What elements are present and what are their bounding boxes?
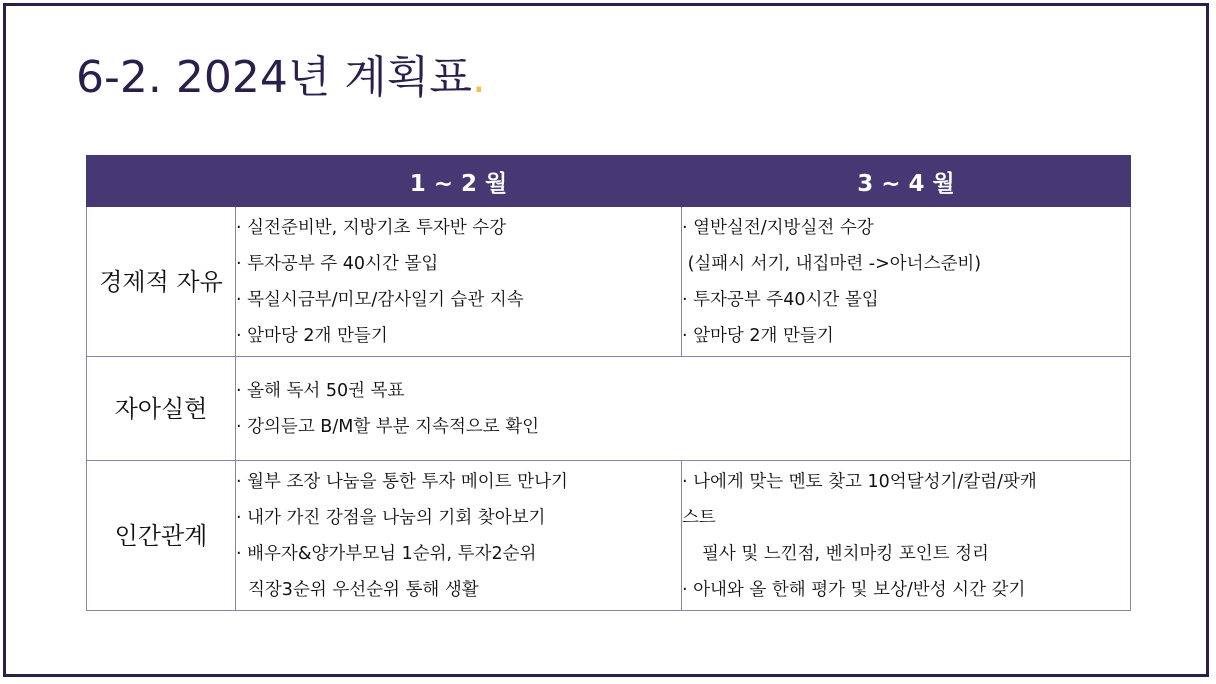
list-item: · 앞마당 2개 만들기 — [682, 325, 834, 346]
cell-self-realization — [236, 357, 1131, 461]
list-item: · 아내와 올 한해 평가 및 보상/반성 시간 갖기 — [682, 579, 1026, 600]
header-mar-apr: 3 ~ 4 월 — [682, 156, 1131, 207]
list-item: (실패시 서기, 내집마련 ->아너스준비) — [682, 253, 982, 274]
category-self-realization: 자아실현 — [87, 357, 236, 461]
category-relationships: 인간관계 — [87, 461, 236, 611]
cell-relationships-mar-apr — [682, 461, 1131, 611]
list-item: · 배우자&양가부모님 1순위, 투자2순위 — [236, 543, 537, 564]
list-item: · 나에게 맞는 멘토 찾고 10억달성기/칼럼/팟캐 — [682, 471, 1037, 492]
table-row-self-realization — [87, 357, 1131, 461]
list-item: · 앞마당 2개 만들기 — [236, 325, 388, 346]
list-item: · 실전준비반, 지방기초 투자반 수강 — [236, 217, 507, 238]
list-item: · 목실시금부/미모/감사일기 습관 지속 — [236, 289, 524, 310]
list-item: 필사 및 느낀점, 벤치마킹 포인트 정리 — [702, 543, 989, 564]
list-item: · 내가 가진 강점을 나눔의 기회 찾아보기 — [236, 507, 546, 528]
list-item: · 월부 조장 나눔을 통한 투자 메이트 만나기 — [236, 471, 568, 492]
table-row-economic-freedom — [87, 207, 1131, 357]
cell-economic-jan-feb — [236, 207, 682, 357]
table-row-relationships — [87, 461, 1131, 611]
list-item: · 올해 독서 50권 목표 — [236, 380, 405, 401]
list-item: · 강의듣고 B/M할 부분 지속적으로 확인 — [236, 416, 540, 437]
list-item: · 투자공부 주40시간 몰입 — [682, 289, 879, 310]
header-category — [87, 156, 236, 207]
category-economic-freedom: 경제적 자유 — [87, 207, 236, 357]
list-item: 스트 — [682, 507, 716, 528]
table-header-row — [87, 156, 1131, 207]
header-jan-feb: 1 ~ 2 월 — [236, 156, 682, 207]
cell-relationships-jan-feb — [236, 461, 682, 611]
page-title — [76, 50, 486, 106]
list-item: · 투자공부 주 40시간 몰입 — [236, 253, 439, 274]
list-item: · 열반실전/지방실전 수강 — [682, 217, 874, 238]
list-item: 직장3순위 우선순위 통해 생활 — [248, 579, 479, 600]
title-text: 6-2. 2024년 계획표 — [76, 52, 472, 103]
plan-table — [86, 155, 1131, 611]
title-accent-dot: . — [471, 52, 486, 103]
cell-economic-mar-apr — [682, 207, 1131, 357]
